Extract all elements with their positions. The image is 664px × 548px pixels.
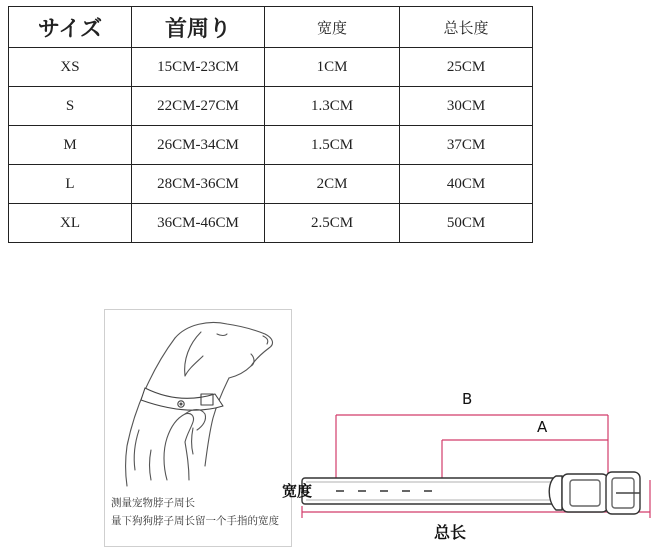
measure-caption-1: 测量宠物脖子周长 bbox=[111, 497, 195, 509]
cell-size: XS bbox=[9, 48, 132, 87]
cell-total-length: 40CM bbox=[400, 165, 533, 204]
cell-size: XL bbox=[9, 204, 132, 243]
dimension-label-total-length: 总长 bbox=[434, 523, 467, 542]
measure-caption-2: 量下狗狗脖子周长留一个手指的宽度 bbox=[111, 515, 279, 527]
cell-total-length: 30CM bbox=[400, 87, 533, 126]
cell-neck-girth: 15CM-23CM bbox=[132, 48, 265, 87]
cell-width: 2.5CM bbox=[265, 204, 400, 243]
cell-neck-girth: 26CM-34CM bbox=[132, 126, 265, 165]
cell-total-length: 50CM bbox=[400, 204, 533, 243]
dimension-label-width: 宽度 bbox=[282, 482, 313, 500]
cell-size: L bbox=[9, 165, 132, 204]
header-total-length: 总长度 bbox=[400, 7, 533, 48]
cell-neck-girth: 28CM-36CM bbox=[132, 165, 265, 204]
cell-size: M bbox=[9, 126, 132, 165]
cell-width: 1CM bbox=[265, 48, 400, 87]
cell-width: 1.5CM bbox=[265, 126, 400, 165]
cell-neck-girth: 22CM-27CM bbox=[132, 87, 265, 126]
collar-strap bbox=[302, 478, 562, 504]
collar-buckle bbox=[549, 472, 640, 514]
cell-width: 2CM bbox=[265, 165, 400, 204]
cell-neck-girth: 36CM-46CM bbox=[132, 204, 265, 243]
cell-total-length: 37CM bbox=[400, 126, 533, 165]
cell-size: S bbox=[9, 87, 132, 126]
cell-width: 1.3CM bbox=[265, 87, 400, 126]
header-width: 宽度 bbox=[265, 7, 400, 48]
header-size: サイズ bbox=[9, 7, 132, 48]
dimension-label-b: B bbox=[462, 390, 473, 408]
dimension-label-a: A bbox=[537, 418, 548, 436]
header-neck-girth: 首周り bbox=[132, 7, 265, 48]
cell-total-length: 25CM bbox=[400, 48, 533, 87]
